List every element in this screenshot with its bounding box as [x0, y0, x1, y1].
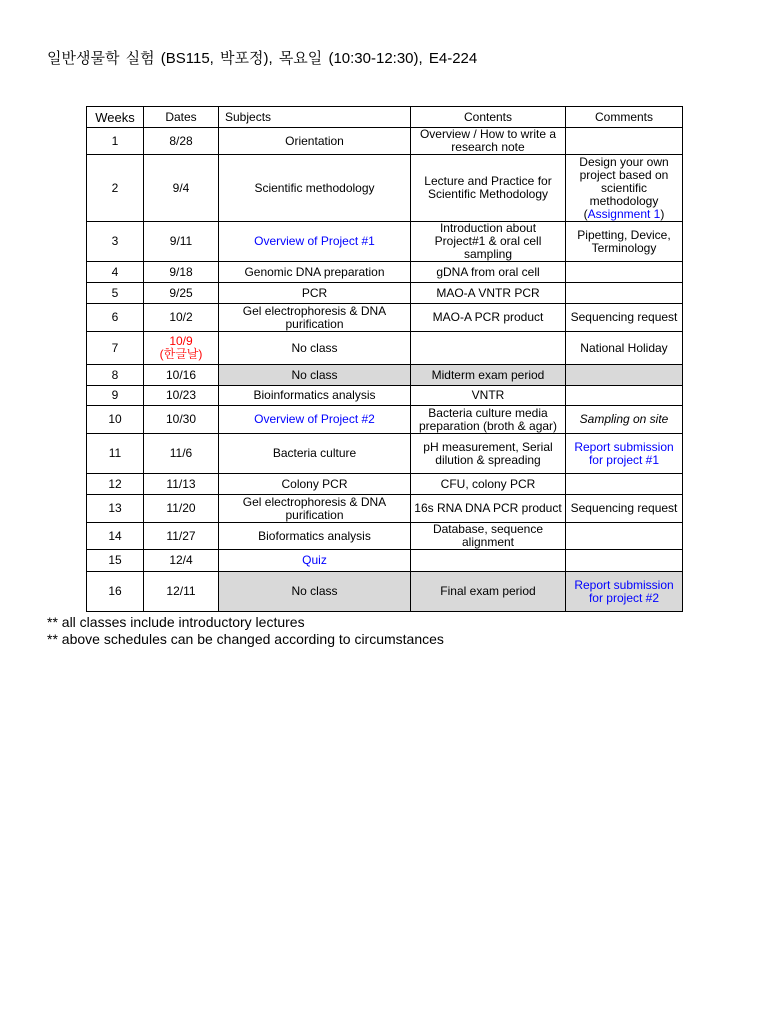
- table-row: [87, 262, 683, 283]
- week-cell: 11: [87, 434, 144, 474]
- footnotes: [47, 614, 444, 648]
- subject-cell: Genomic DNA preparation: [219, 262, 411, 283]
- week-cell: 6: [87, 304, 144, 332]
- footnote-line: ** all classes include introductory lectures: [47, 614, 305, 630]
- date-cell: 10/2: [144, 304, 219, 332]
- date-cell: 10/23: [144, 386, 219, 406]
- subject-cell: Scientific methodology: [219, 155, 411, 222]
- content-cell: Overview / How to write a research note: [411, 128, 566, 155]
- week-cell: 14: [87, 523, 144, 550]
- comment-cell: Report submission for project #1: [566, 434, 683, 474]
- subject-cell: No class: [219, 365, 411, 386]
- week-cell: 3: [87, 222, 144, 262]
- subject-cell: No class: [219, 572, 411, 612]
- content-cell: [411, 332, 566, 365]
- holiday-name: (한글날): [159, 347, 203, 361]
- content-cell: 16s RNA DNA PCR product: [411, 495, 566, 523]
- subject-cell: Orientation: [219, 128, 411, 155]
- date-cell: 12/11: [144, 572, 219, 612]
- column-header-contents: Contents: [411, 107, 566, 128]
- content-cell: gDNA from oral cell: [411, 262, 566, 283]
- page-title: 일반생물학 실험 (BS115, 박포정), 목요일 (10:30-12:30), E4-224: [47, 50, 478, 67]
- week-cell: 7: [87, 332, 144, 365]
- footnote-line: ** above schedules can be changed according to circumstances: [47, 631, 444, 647]
- holiday-date: 10/9: [169, 334, 193, 348]
- week-cell: 2: [87, 155, 144, 222]
- table-row: [87, 474, 683, 495]
- week-cell: 13: [87, 495, 144, 523]
- comment-cell: [566, 474, 683, 495]
- table-header-row: [87, 107, 683, 128]
- content-cell: MAO-A VNTR PCR: [411, 283, 566, 304]
- date-cell: 10/30: [144, 406, 219, 434]
- table-row: [87, 406, 683, 434]
- table-row: [87, 222, 683, 262]
- subject-cell: Bioinformatics analysis: [219, 386, 411, 406]
- table-row: [87, 365, 683, 386]
- comment-text-end: ): [660, 206, 665, 221]
- date-cell: 8/28: [144, 128, 219, 155]
- table-row: [87, 386, 683, 406]
- comment-cell: [566, 550, 683, 572]
- table-row: [87, 155, 683, 222]
- comment-cell: [566, 155, 683, 222]
- content-cell: CFU, colony PCR: [411, 474, 566, 495]
- assignment-link: Assignment 1: [587, 206, 661, 221]
- subject-cell: No class: [219, 332, 411, 365]
- comment-text: Design your own project based on scientific methodology (: [579, 154, 669, 221]
- week-cell: 9: [87, 386, 144, 406]
- column-header-subjects: Subjects: [219, 107, 411, 128]
- week-cell: 16: [87, 572, 144, 612]
- subject-cell: Bioformatics analysis: [219, 523, 411, 550]
- subject-cell: PCR: [219, 283, 411, 304]
- subject-cell: Bacteria culture: [219, 434, 411, 474]
- content-cell: pH measurement, Serial dilution & spreading: [411, 434, 566, 474]
- date-cell: 9/25: [144, 283, 219, 304]
- content-cell: Bacteria culture media preparation (broth & agar): [411, 406, 566, 434]
- date-cell: 9/4: [144, 155, 219, 222]
- content-cell: Introduction about Project#1 & oral cell sampling: [411, 222, 566, 262]
- week-cell: 15: [87, 550, 144, 572]
- comment-cell: [566, 283, 683, 304]
- week-cell: 5: [87, 283, 144, 304]
- table-row: [87, 128, 683, 155]
- column-header-comments: Comments: [566, 107, 683, 128]
- comment-cell: [566, 386, 683, 406]
- comment-cell: National Holiday: [566, 332, 683, 365]
- comment-cell: Report submission for project #2: [566, 572, 683, 612]
- comment-cell: Sequencing request: [566, 495, 683, 523]
- subject-cell: Colony PCR: [219, 474, 411, 495]
- subject-cell: Gel electrophoresis & DNA purification: [219, 495, 411, 523]
- table-row: [87, 332, 683, 365]
- week-cell: 4: [87, 262, 144, 283]
- table-row: [87, 523, 683, 550]
- column-header-weeks: Weeks: [87, 107, 144, 128]
- schedule-table: [86, 106, 683, 612]
- subject-cell: Overview of Project #1: [219, 222, 411, 262]
- subject-cell: Quiz: [219, 550, 411, 572]
- date-cell: 9/11: [144, 222, 219, 262]
- content-cell: Database, sequence alignment: [411, 523, 566, 550]
- subject-cell: Overview of Project #2: [219, 406, 411, 434]
- date-cell: [144, 332, 219, 365]
- comment-cell: [566, 365, 683, 386]
- content-cell: Final exam period: [411, 572, 566, 612]
- date-cell: 11/27: [144, 523, 219, 550]
- date-cell: 9/18: [144, 262, 219, 283]
- comment-cell: Sampling on site: [566, 406, 683, 434]
- week-cell: 10: [87, 406, 144, 434]
- table-row: [87, 572, 683, 612]
- table-row: [87, 550, 683, 572]
- subject-cell: Gel electrophoresis & DNA purification: [219, 304, 411, 332]
- date-cell: 11/20: [144, 495, 219, 523]
- week-cell: 12: [87, 474, 144, 495]
- content-cell: VNTR: [411, 386, 566, 406]
- week-cell: 8: [87, 365, 144, 386]
- comment-cell: Pipetting, Device, Terminology: [566, 222, 683, 262]
- content-cell: [411, 550, 566, 572]
- table-row: [87, 434, 683, 474]
- content-cell: Lecture and Practice for Scientific Methodology: [411, 155, 566, 222]
- comment-cell: [566, 128, 683, 155]
- content-cell: Midterm exam period: [411, 365, 566, 386]
- comment-cell: [566, 262, 683, 283]
- table-row: [87, 304, 683, 332]
- table-row: [87, 495, 683, 523]
- comment-cell: [566, 523, 683, 550]
- content-cell: MAO-A PCR product: [411, 304, 566, 332]
- comment-cell: Sequencing request: [566, 304, 683, 332]
- date-cell: 12/4: [144, 550, 219, 572]
- date-cell: 11/13: [144, 474, 219, 495]
- table-row: [87, 283, 683, 304]
- date-cell: 10/16: [144, 365, 219, 386]
- column-header-dates: Dates: [144, 107, 219, 128]
- week-cell: 1: [87, 128, 144, 155]
- date-cell: 11/6: [144, 434, 219, 474]
